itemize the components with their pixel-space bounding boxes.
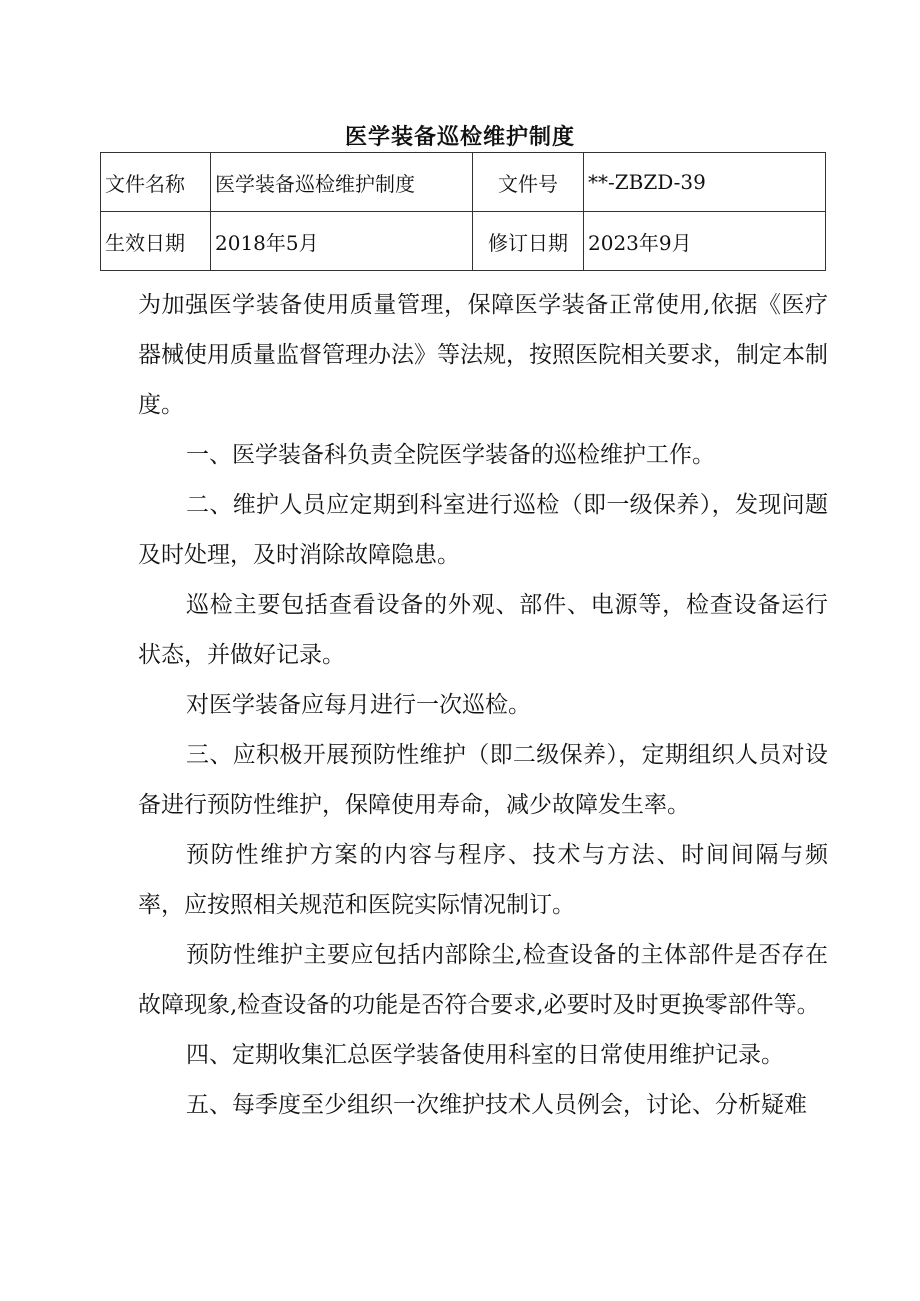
intro-paragraph: 为加强医学装备使用质量管理，保障医学装备正常使用,依据《医疗器械使用质量监督管理办法》等法规，按照医院相关要求，制定本制度。: [138, 292, 828, 418]
effective-date-label: 生效日期: [101, 212, 211, 271]
document-body: [138, 280, 828, 1130]
clause-4-paragraph: 四、定期收集汇总医学装备使用科室的日常使用维护记录。: [186, 1042, 784, 1068]
file-number-label: 文件号: [473, 153, 584, 212]
inspection-frequency-paragraph: 对医学装备应每月进行一次巡检。: [186, 692, 531, 718]
effective-date-value: 2018年5月: [211, 212, 473, 271]
file-number-value: **-ZBZD-39: [584, 153, 826, 212]
clause-2-paragraph: 二、维护人员应定期到科室进行巡检（即一级保养），发现问题及时处理，及时消除故障隐患。: [138, 492, 828, 568]
inspection-content-paragraph: 巡检主要包括查看设备的外观、部件、电源等，检查设备运行状态，并做好记录。: [138, 592, 828, 668]
clause-3-paragraph: 三、应积极开展预防性维护（即二级保养），定期组织人员对设备进行预防性维护，保障使用寿命，减少故障发生率。: [138, 742, 828, 818]
document-title: 医学装备巡检维护制度: [344, 125, 575, 150]
maintenance-content-paragraph: 预防性维护主要应包括内部除尘,检查设备的主体部件是否存在故障现象,检查设备的功能是否符合要求,必要时及时更换零部件等。: [138, 942, 828, 1018]
document-info-table: [100, 152, 826, 271]
clause-5-paragraph: 五、每季度至少组织一次维护技术人员例会，讨论、分析疑难: [186, 1092, 807, 1118]
file-name-label: 文件名称: [101, 153, 211, 212]
revision-date-label: 修订日期: [473, 212, 584, 271]
info-row-dates: [101, 212, 826, 271]
revision-date-value: 2023年9月: [584, 212, 826, 271]
clause-1-paragraph: 一、医学装备科负责全院医学装备的巡检维护工作。: [186, 442, 715, 468]
file-name-value: 医学装备巡检维护制度: [211, 153, 473, 212]
info-row-file: [101, 153, 826, 212]
maintenance-plan-paragraph: 预防性维护方案的内容与程序、技术与方法、时间间隔与频率，应按照相关规范和医院实际情况制订。: [138, 842, 828, 918]
